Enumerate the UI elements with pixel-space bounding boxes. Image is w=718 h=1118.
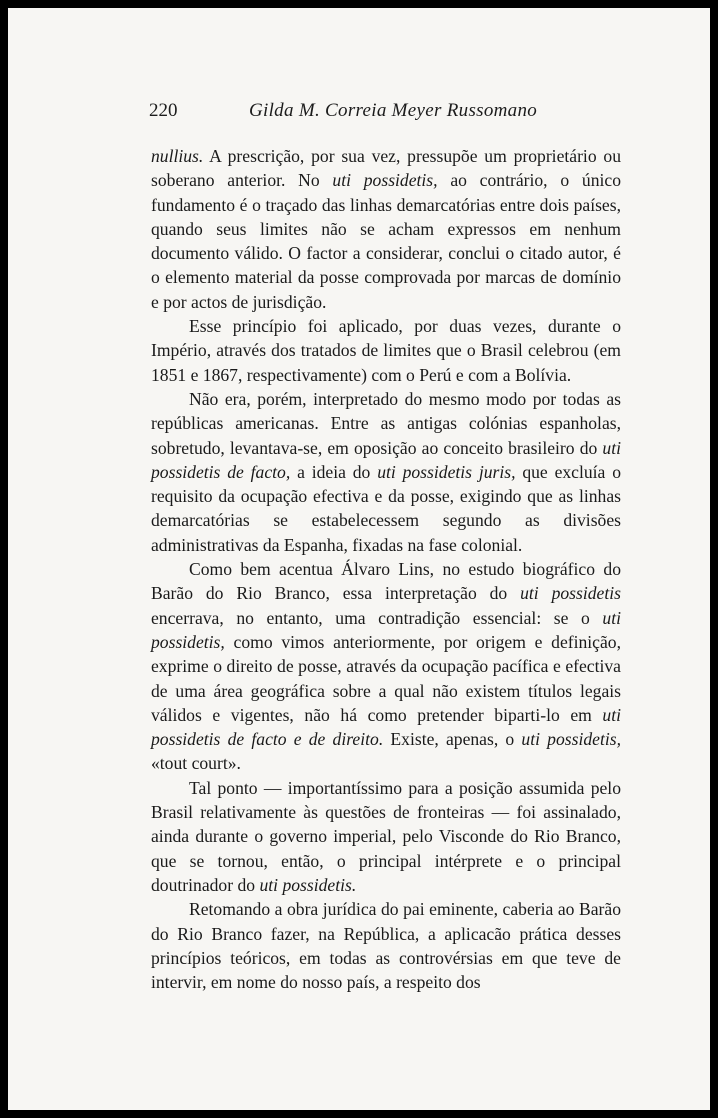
text-run: nullius. — [151, 146, 204, 166]
page-header — [149, 100, 579, 126]
text-run: uti possidetis, — [151, 607, 621, 652]
paragraph — [151, 897, 621, 994]
text-run: A prescrição, por sua vez, pressupõe um proprietário ou soberano anterior. No — [151, 146, 621, 191]
text-run: Não era, porém, interpretado do mesmo modo por todas as repúblicas americanas. Entre as antigas colónias espanholas, sobretudo, levantava-se, em oposição ao conceito brasileiro do — [151, 388, 621, 458]
page-number: 220 — [149, 100, 178, 121]
text-run: uti possidetis de facto, — [151, 437, 621, 482]
text-run: a ideia do — [290, 461, 378, 482]
paragraph — [151, 776, 621, 897]
paragraph — [151, 314, 621, 387]
text-run: ao contrário, o único fundamento é o traçado das linhas demarcatórias entre dois países, quando seus limites não se acham expressos em nenhum documento válido. O factor a considerar, conclui o citado autor, é o elemento material da posse comprovada por marcas de domínio e por actos de jurisdição. — [151, 170, 621, 312]
text-run: uti possidetis — [520, 583, 621, 604]
page-body — [151, 144, 621, 994]
text-run: uti possidetis de facto e de direito. — [151, 704, 621, 750]
book-page — [8, 8, 710, 1110]
text-run: «tout court». — [151, 753, 241, 774]
text-run: uti possidetis juris, — [377, 461, 516, 482]
text-run: uti possidetis. — [259, 874, 357, 895]
text-run: uti possidetis, — [521, 729, 621, 750]
text-run: Retomando a obra jurídica do pai eminente, caberia ao Barão do Rio Branco fazer, na República, a aplicacão prática desses princípios teóricos, em todas as controvérsias em que teve de intervir, em nome do nosso país, a respeito dos — [151, 899, 621, 993]
text-run: que excluía o requisito da ocupação efectiva e da posse, exigindo que as linhas demarcatórias se estabelecessem segundo as divisões administrativas da Espanha, fixadas na fase colonial. — [151, 461, 621, 555]
text-run: como vimos anteriormente, por origem e definição, exprime o direito de posse, através da ocupação pacífica e efectiva de uma área geográfica sobre a qual não existem títulos legais válidos e vigentes, não há como pretender biparti-lo em — [151, 631, 621, 725]
text-run: Existe, apenas, o — [383, 729, 522, 750]
paragraph — [151, 387, 621, 557]
text-run: Como bem acentua Álvaro Lins, no estudo biográfico do Barão do Rio Branco, essa interpretação do — [151, 559, 621, 604]
paragraph — [151, 144, 621, 314]
running-head: Gilda M. Correia Meyer Russomano — [249, 100, 538, 121]
text-run: uti possidetis, — [332, 170, 438, 191]
paragraph — [151, 557, 621, 776]
text-run: Esse princípio foi aplicado, por duas vezes, durante o Império, através dos tratados de limites que o Brasil celebrou (em 1851 e 1867, respectivamente) com o Perú e com a Bolívia. — [151, 316, 621, 385]
text-run: encerrava, no entanto, uma contradição essencial: se o — [151, 607, 603, 628]
text-run: Tal ponto — importantíssimo para a posição assumida pelo Brasil relativamente às questões de fronteiras — foi assinalado, ainda durante o governo imperial, pelo Visconde do Rio Branco, que se tornou, então, o principal intérprete e o principal doutrinador do — [151, 777, 621, 895]
